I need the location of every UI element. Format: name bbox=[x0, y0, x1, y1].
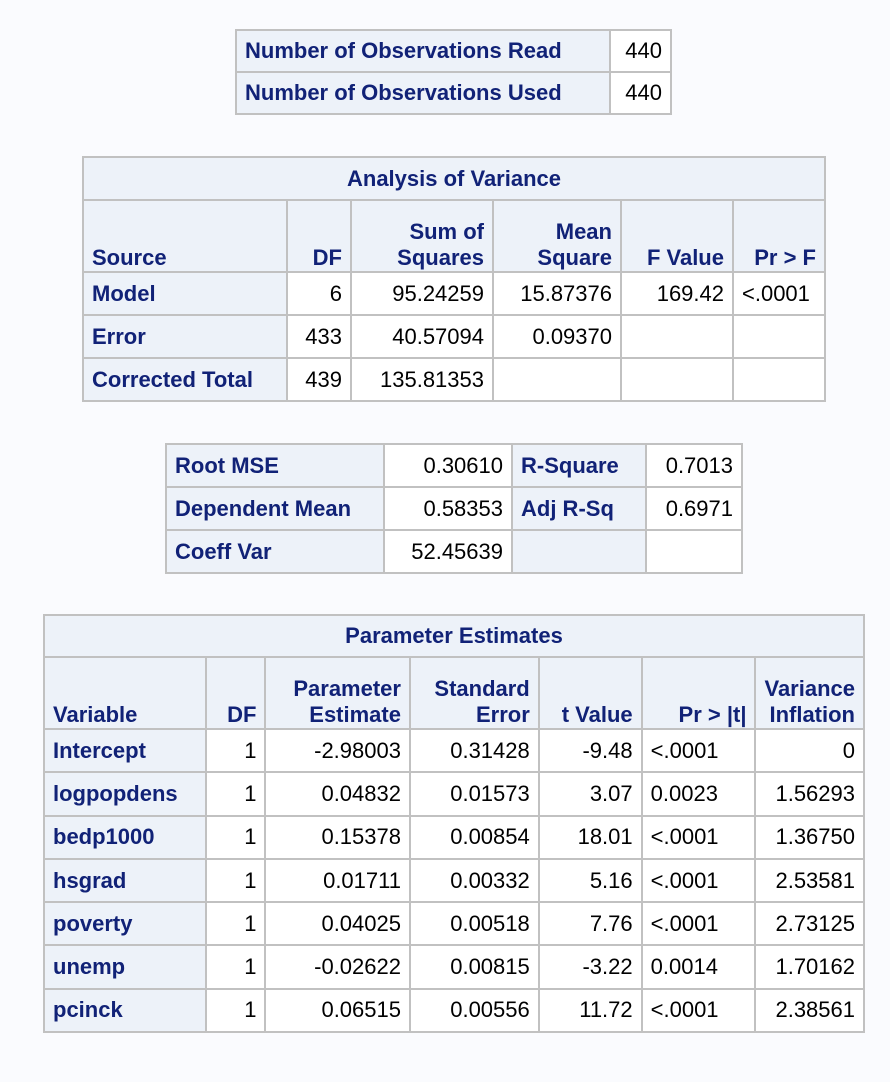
table-row bbox=[83, 272, 825, 315]
table-row bbox=[44, 902, 864, 945]
param-estimate: 0.06515 bbox=[265, 989, 410, 1032]
param-pvalue: <.0001 bbox=[642, 816, 756, 859]
anova-source-error: Error bbox=[83, 315, 287, 358]
param-df: 1 bbox=[206, 816, 265, 859]
table-row bbox=[44, 772, 864, 815]
param-df: 1 bbox=[206, 729, 265, 772]
param-estimate: 0.04025 bbox=[265, 902, 410, 945]
param-tvalue: 18.01 bbox=[539, 816, 642, 859]
param-pvalue: <.0001 bbox=[642, 989, 756, 1032]
anova-header-source: Source bbox=[83, 200, 287, 272]
fit-label-dependent-mean: Dependent Mean bbox=[166, 487, 384, 530]
fit-label-empty bbox=[512, 530, 646, 573]
param-variable: pcinck bbox=[44, 989, 206, 1032]
table-caption-row bbox=[44, 615, 864, 657]
param-df: 1 bbox=[206, 859, 265, 902]
anova-ms-total bbox=[493, 358, 621, 401]
fit-value-adj-rsq: 0.6971 bbox=[646, 487, 742, 530]
fit-statistics-table bbox=[165, 443, 743, 574]
param-stderr: 0.31428 bbox=[410, 729, 539, 772]
anova-df-total: 439 bbox=[287, 358, 351, 401]
anova-ms-model: 15.87376 bbox=[493, 272, 621, 315]
param-vif: 0 bbox=[755, 729, 864, 772]
param-stderr: 0.00332 bbox=[410, 859, 539, 902]
fit-label-adj-rsq: Adj R-Sq bbox=[512, 487, 646, 530]
anova-header-ss-line2: Squares bbox=[397, 245, 484, 270]
param-variable: unemp bbox=[44, 945, 206, 988]
param-vif: 2.53581 bbox=[755, 859, 864, 902]
param-stderr: 0.00556 bbox=[410, 989, 539, 1032]
param-df: 1 bbox=[206, 772, 265, 815]
anova-ss-model: 95.24259 bbox=[351, 272, 493, 315]
anova-p-total bbox=[733, 358, 825, 401]
observations-table bbox=[235, 29, 672, 115]
anova-table bbox=[82, 156, 826, 402]
anova-header-ms bbox=[493, 200, 621, 272]
param-estimate: 0.01711 bbox=[265, 859, 410, 902]
params-title: Parameter Estimates bbox=[44, 615, 864, 657]
param-df: 1 bbox=[206, 902, 265, 945]
anova-ss-error: 40.57094 bbox=[351, 315, 493, 358]
param-tvalue: 7.76 bbox=[539, 902, 642, 945]
param-df: 1 bbox=[206, 945, 265, 988]
table-row bbox=[44, 816, 864, 859]
table-header-row bbox=[83, 200, 825, 272]
param-pvalue: 0.0014 bbox=[642, 945, 756, 988]
param-stderr: 0.01573 bbox=[410, 772, 539, 815]
parameter-estimates-table bbox=[43, 614, 865, 1033]
param-tvalue: 5.16 bbox=[539, 859, 642, 902]
param-variable: hsgrad bbox=[44, 859, 206, 902]
param-estimate: -0.02622 bbox=[265, 945, 410, 988]
table-row bbox=[44, 859, 864, 902]
param-vif: 2.38561 bbox=[755, 989, 864, 1032]
anova-f-error bbox=[621, 315, 733, 358]
obs-read-value: 440 bbox=[610, 30, 671, 72]
param-stderr: 0.00518 bbox=[410, 902, 539, 945]
param-tvalue: 3.07 bbox=[539, 772, 642, 815]
param-stderr: 0.00854 bbox=[410, 816, 539, 859]
anova-header-ms-line2: Square bbox=[537, 245, 612, 270]
params-header-stderr bbox=[410, 657, 539, 729]
anova-header-f: F Value bbox=[621, 200, 733, 272]
param-tvalue: 11.72 bbox=[539, 989, 642, 1032]
params-header-variable: Variable bbox=[44, 657, 206, 729]
param-pvalue: <.0001 bbox=[642, 902, 756, 945]
param-estimate: 0.04832 bbox=[265, 772, 410, 815]
param-estimate: 0.15378 bbox=[265, 816, 410, 859]
fit-label-rsquare: R-Square bbox=[512, 444, 646, 487]
params-header-vif bbox=[755, 657, 864, 729]
table-header-row bbox=[44, 657, 864, 729]
table-row bbox=[44, 945, 864, 988]
anova-header-ms-line1: Mean bbox=[555, 219, 612, 244]
obs-used-label: Number of Observations Used bbox=[236, 72, 610, 114]
anova-header-p: Pr > F bbox=[733, 200, 825, 272]
anova-ms-error: 0.09370 bbox=[493, 315, 621, 358]
param-estimate: -2.98003 bbox=[265, 729, 410, 772]
fit-value-empty bbox=[646, 530, 742, 573]
fit-value-root-mse: 0.30610 bbox=[384, 444, 512, 487]
param-vif: 2.73125 bbox=[755, 902, 864, 945]
anova-source-total: Corrected Total bbox=[83, 358, 287, 401]
param-df: 1 bbox=[206, 989, 265, 1032]
table-row bbox=[166, 530, 742, 573]
obs-used-value: 440 bbox=[610, 72, 671, 114]
anova-df-model: 6 bbox=[287, 272, 351, 315]
anova-title: Analysis of Variance bbox=[83, 157, 825, 200]
fit-value-dependent-mean: 0.58353 bbox=[384, 487, 512, 530]
table-row bbox=[166, 487, 742, 530]
param-pvalue: <.0001 bbox=[642, 729, 756, 772]
params-header-pvalue: Pr > |t| bbox=[642, 657, 756, 729]
table-row bbox=[44, 989, 864, 1032]
param-variable: logpopdens bbox=[44, 772, 206, 815]
param-pvalue: <.0001 bbox=[642, 859, 756, 902]
anova-header-ss-line1: Sum of bbox=[409, 219, 484, 244]
params-header-stderr-line2: Error bbox=[475, 702, 530, 727]
table-row bbox=[166, 444, 742, 487]
params-header-df: DF bbox=[206, 657, 265, 729]
params-header-estimate-line2: Estimate bbox=[309, 702, 401, 727]
param-variable: poverty bbox=[44, 902, 206, 945]
table-caption-row bbox=[83, 157, 825, 200]
param-pvalue: 0.0023 bbox=[642, 772, 756, 815]
obs-read-label: Number of Observations Read bbox=[236, 30, 610, 72]
param-stderr: 0.00815 bbox=[410, 945, 539, 988]
param-variable: bedp1000 bbox=[44, 816, 206, 859]
anova-header-df: DF bbox=[287, 200, 351, 272]
param-tvalue: -3.22 bbox=[539, 945, 642, 988]
anova-f-total bbox=[621, 358, 733, 401]
anova-p-error bbox=[733, 315, 825, 358]
fit-value-coeff-var: 52.45639 bbox=[384, 530, 512, 573]
anova-source-model: Model bbox=[83, 272, 287, 315]
param-vif: 1.70162 bbox=[755, 945, 864, 988]
table-row bbox=[83, 315, 825, 358]
param-vif: 1.36750 bbox=[755, 816, 864, 859]
anova-f-model: 169.42 bbox=[621, 272, 733, 315]
anova-p-model: <.0001 bbox=[733, 272, 825, 315]
param-vif: 1.56293 bbox=[755, 772, 864, 815]
anova-ss-total: 135.81353 bbox=[351, 358, 493, 401]
params-header-vif-line1: Variance bbox=[764, 676, 855, 701]
table-row bbox=[44, 729, 864, 772]
param-tvalue: -9.48 bbox=[539, 729, 642, 772]
params-header-vif-line2: Inflation bbox=[769, 702, 855, 727]
table-row bbox=[83, 358, 825, 401]
fit-value-rsquare: 0.7013 bbox=[646, 444, 742, 487]
fit-label-coeff-var: Coeff Var bbox=[166, 530, 384, 573]
anova-df-error: 433 bbox=[287, 315, 351, 358]
param-variable: Intercept bbox=[44, 729, 206, 772]
params-header-tvalue: t Value bbox=[539, 657, 642, 729]
table-row bbox=[236, 72, 671, 114]
params-header-estimate-line1: Parameter bbox=[293, 676, 401, 701]
table-row bbox=[236, 30, 671, 72]
anova-header-ss bbox=[351, 200, 493, 272]
params-header-estimate bbox=[265, 657, 410, 729]
fit-label-root-mse: Root MSE bbox=[166, 444, 384, 487]
params-header-stderr-line1: Standard bbox=[434, 676, 530, 701]
